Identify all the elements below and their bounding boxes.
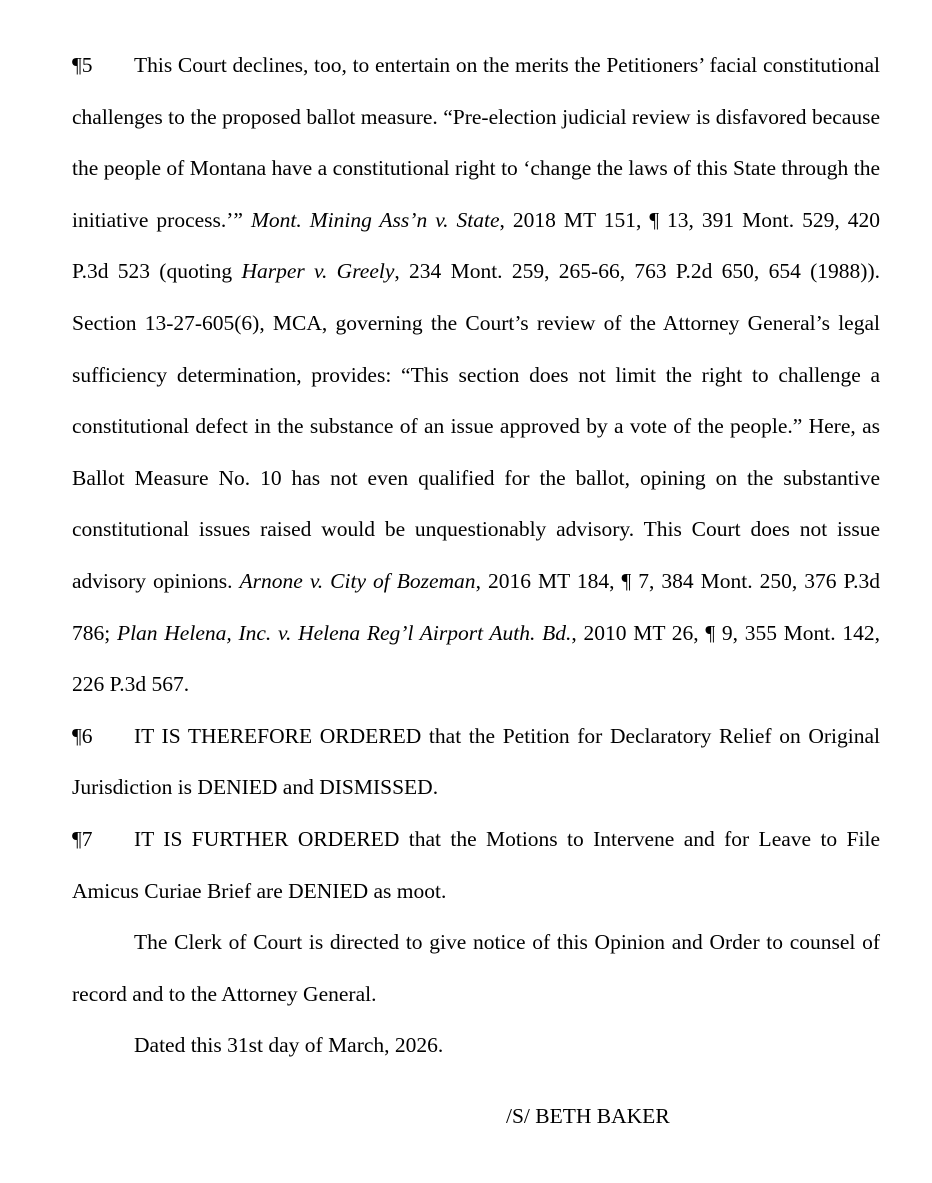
signature-block: /S/ BETH BAKER bbox=[506, 1104, 670, 1128]
paragraph-7-text: IT IS FURTHER ORDERED that the Motions to Intervene and for Leave to File Amicus Curiae Brief are DENIED as moot. bbox=[72, 826, 880, 903]
paragraph-7 bbox=[72, 814, 880, 917]
paragraph-6 bbox=[72, 711, 880, 814]
paragraph-number-5: ¶5 bbox=[72, 53, 93, 77]
paragraph-number-7: ¶7 bbox=[72, 826, 93, 851]
paragraph-5-text-3: , 234 Mont. 259, 265-66, 763 P.2d 650, 654 (1988)). Section 13-27-605(6), MCA, governing the Court’s review of the Attorney General’s legal sufficiency determination, provides: “This section does not limit the right to challenge a constitutional defect in the substance of an issue approved by a vote of the people.” Here, as Ballot Measure No. 10 has not even qualified for the ballot, opining on the substantive constitutional issues raised would be unquestionably advisory. This Court does not issue advisory opinions. bbox=[72, 259, 880, 593]
paragraph-5 bbox=[72, 40, 880, 711]
dated-line: Dated this 31st day of March, 2026. bbox=[134, 1033, 444, 1058]
paragraph-5-text-5: , 2010 MT 26, ¶ 9, 355 Mont. 142, 226 P.3d 567. bbox=[72, 620, 880, 697]
document-body bbox=[72, 40, 880, 1072]
case-citation-harper: Harper v. Greely bbox=[241, 259, 395, 284]
clerk-notice: The Clerk of Court is directed to give notice of this Opinion and Order to counsel of record and to the Attorney General. bbox=[72, 930, 880, 1006]
paragraph-5-text-1: This Court declines, too, to entertain on the merits the Petitioners’ facial constitutional challenges to the proposed ballot measure. “Pre-election judicial review is disfavored because the people of Montana have a constitutional right to ‘change the laws of this State through the initiative process.’” bbox=[72, 53, 880, 232]
case-citation-arnone: Arnone v. City of Bozeman bbox=[239, 568, 476, 593]
paragraph-5-text-4: , 2016 MT 184, ¶ 7, 384 Mont. 250, 376 P.3d 786; bbox=[72, 568, 880, 645]
paragraph-5-text-2: , 2018 MT 151, ¶ 13, 391 Mont. 529, 420 P.3d 523 (quoting bbox=[72, 207, 880, 284]
paragraph-6-text: IT IS THEREFORE ORDERED that the Petition for Declaratory Relief on Original Jurisdiction is DENIED and DISMISSED. bbox=[72, 723, 880, 800]
case-citation-mont-mining: Mont. Mining Ass’n v. State bbox=[250, 207, 500, 232]
paragraph-number-6: ¶6 bbox=[72, 723, 93, 748]
case-citation-plan-helena: Plan Helena, Inc. v. Helena Reg’l Airport Auth. Bd. bbox=[116, 620, 572, 645]
